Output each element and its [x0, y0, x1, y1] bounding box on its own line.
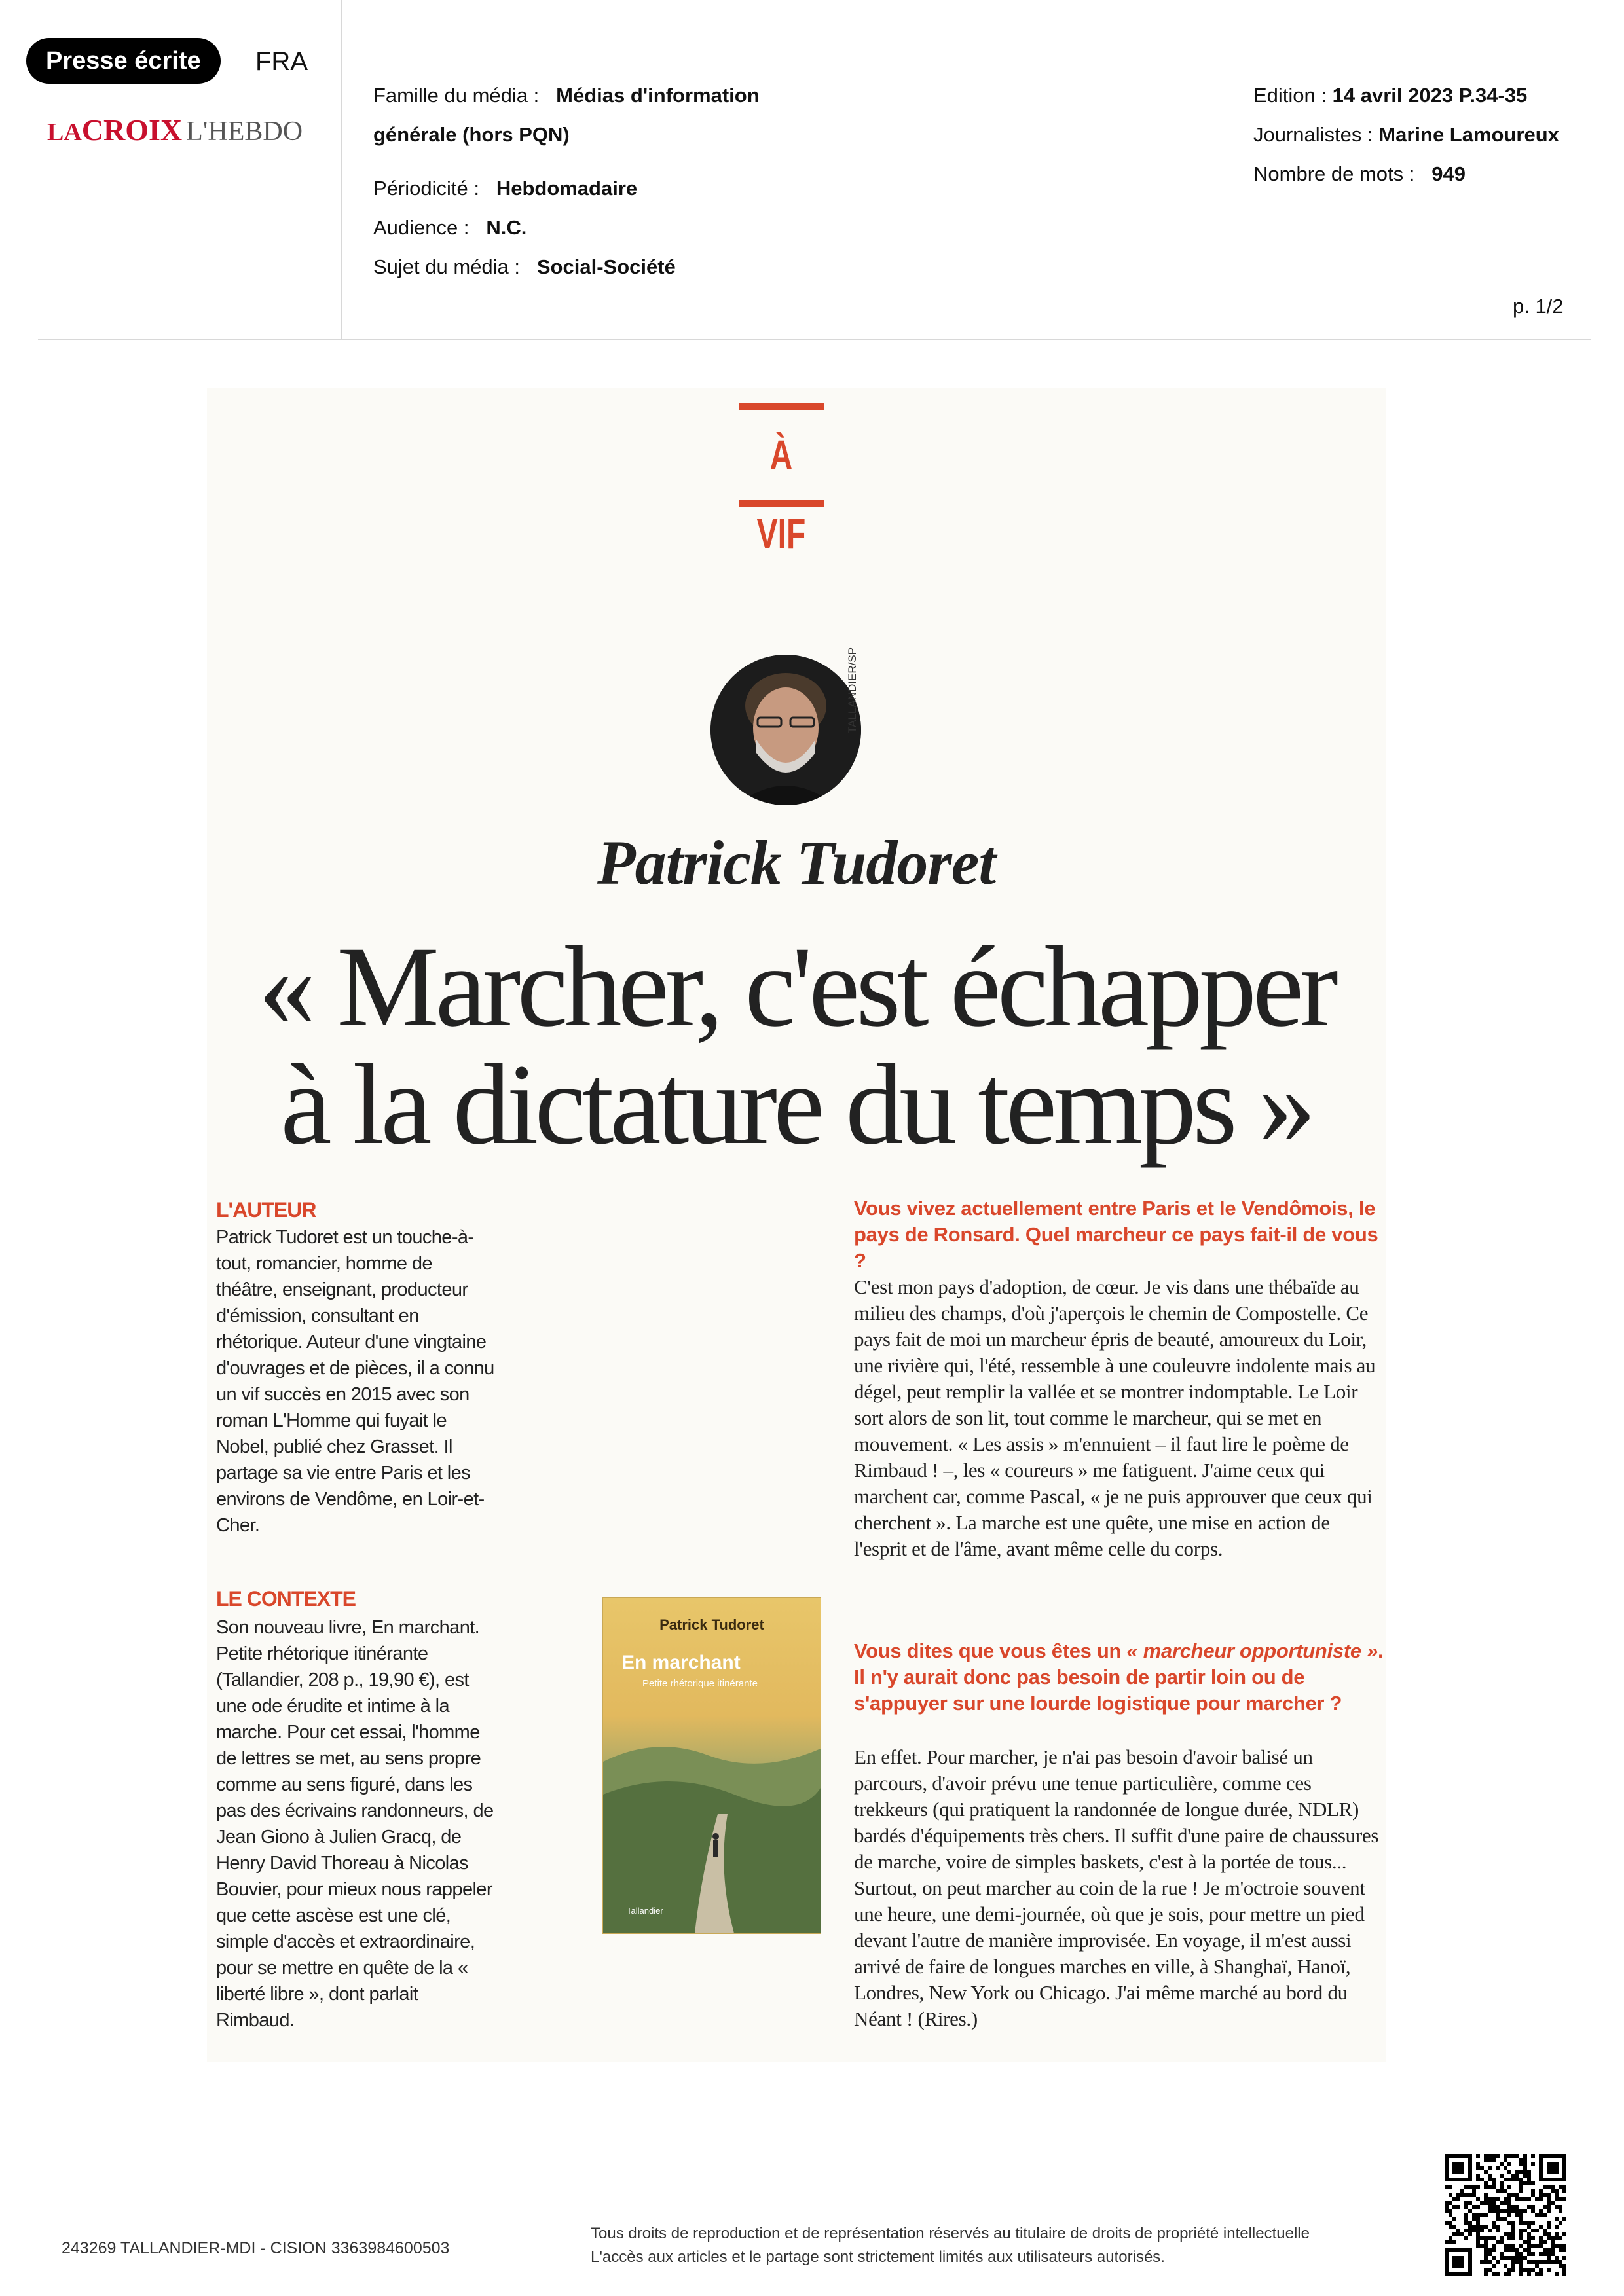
rubrique-label: [739, 403, 824, 557]
question-2-part-2: . Il n'y aurait donc pas besoin de partir loin ou de s'appuyer sur une lourde logistique pour marcher ?: [854, 1639, 1384, 1715]
meta-audience: [373, 215, 526, 241]
publication-logo: [47, 113, 303, 147]
meta-journalistes-value: Marine Lamoureux: [1378, 123, 1559, 146]
sidebar-heading-contexte: LE CONTEXTE: [216, 1587, 356, 1611]
meta-periodicite-value: Hebdomadaire: [496, 177, 638, 200]
sidebar-text-contexte: Son nouveau livre, En marchant. Petite rhétorique itinérante (Tallandier, 208 p., 19,90 €), est une ode érudite et intime à la marche. Pour cet essai, l'homme de lettres se met, au sens propre comme au sens figuré, dans les pas des écrivains randonneurs, de Jean Giono à Julien Gracq, de Henry David Thoreau à Nicolas Bouvier, pour mieux nous rappeler que cette ascèse est une clé, simple d'accès et extraordinaire, pour se mettre en quête de la « liberté libre », dont parlait Rimbaud.: [216, 1617, 494, 2031]
press-type-badge: Presse écrite: [26, 38, 221, 84]
answer-2-paragraph-2: Surtout, on peut marcher au coin de la rue ! Je m'octroie souvent une heure, une demi-journée, où que je sois, pour mettre un pied devant l'autre de manière improvisée. En voyage, il m'est aussi arrivé de faire de longues marches en ville, à Shanghaï, Hanoï, Londres, New York ou Chicago. J'ai même marché au bord du Néant ! (Rires.): [854, 1876, 1365, 2030]
photo-credit: TALLANDIER/SP: [846, 647, 858, 733]
meta-edition: [1253, 82, 1527, 109]
interviewee-name: Patrick Tudoret: [597, 828, 996, 898]
book-cover-landscape-icon: [603, 1598, 821, 1933]
meta-famille-value: Médias d'information: [556, 84, 760, 107]
meta-sujet-label: Sujet du média :: [373, 255, 521, 278]
sidebar-text-auteur: Patrick Tudoret est un touche-à-tout, romancier, homme de théâtre, enseignant, producteur d'émission, consultant en rhétorique. Auteur d'une vingtaine d'ouvrages et de pièces, il a connu un vif succès en 2015 avec son roman L'Homme qui fuyait le Nobel, publié chez Grasset. Il partage sa vie entre Paris et les environs de Vendôme, en Loir-et-Cher.: [216, 1227, 494, 1536]
qr-code-icon: [1445, 2154, 1566, 2276]
meta-journalistes: [1253, 122, 1559, 148]
document-reference: 243269 TALLANDIER-MDI - CISION 3363984600503: [62, 2239, 450, 2257]
question-2: [854, 1638, 1384, 1717]
meta-audience-value: N.C.: [486, 216, 527, 239]
language-code: FRA: [255, 47, 308, 76]
headline-line-2: à la dictature du temps »: [280, 1041, 1312, 1169]
book-title: En marchant: [621, 1652, 741, 1673]
author-photo: [710, 655, 861, 805]
logo-la: LA: [47, 118, 82, 146]
meta-mots-value: 949: [1431, 162, 1466, 185]
meta-famille-label: Famille du média :: [373, 84, 540, 107]
book-publisher: Tallandier: [627, 1906, 663, 1916]
header-horizontal-divider: [38, 339, 1591, 340]
meta-nombre-mots: [1253, 161, 1466, 187]
meta-famille: [373, 82, 760, 109]
headline-line-1: « Marcher, c'est échapper: [258, 923, 1335, 1051]
meta-sujet-value: Social-Société: [536, 255, 676, 278]
book-subtitle: Petite rhétorique itinérante: [642, 1678, 758, 1689]
author-portrait-icon: [710, 655, 861, 805]
rights-notice-line-2: L'accès aux articles et le partage sont strictement limités aux utilisateurs autorisés.: [591, 2248, 1165, 2266]
sidebar-heading-auteur: L'AUTEUR: [216, 1198, 316, 1222]
meta-mots-label: Nombre de mots :: [1253, 162, 1415, 185]
answer-2-paragraph-1: En effet. Pour marcher, je n'ai pas besoin d'avoir balisé un parcours, d'avoir prévu une tenue particulière, comme ces trekkeurs (qui pratiquent la randonnée de longue durée, NDLR) bardés d'équipements très chers. Il suffit d'une paire de chaussures de marche, voire de simples baskets, c'est à la portée de tous...: [854, 1745, 1379, 1873]
page-number: p. 1/2: [1513, 295, 1564, 318]
meta-famille-value-line2: générale (hors PQN): [373, 123, 570, 146]
header-vertical-divider: [341, 0, 342, 339]
answer-1: C'est mon pays d'adoption, de cœur. Je vis dans une thébaïde au milieu des champs, d'où j'aperçois le chemin de Compostelle. Ce pays fait de moi un marcheur épris de beauté, amoureux du Loir, une rivière qui, l'été, ressemble à une couleuvre indolente mais au dégel, peut remplir la vallée et se montrer indomptable. Le Loir sort alors de son lit, tout comme le marcheur, qui se met en mouvement. « Les assis » m'ennuient – il faut lire le poème de Rimbaud ! –, les « coureurs » me fatiguent. J'aime ceux qui marchent car, comme Pascal, « je ne puis approuver que ceux qui cherchent ». La marche est une quête, une mise en action de l'esprit et de l'âme, avant même celle du corps.: [854, 1275, 1376, 1560]
logo-croix: CROIX: [81, 113, 183, 147]
meta-sujet: [373, 254, 676, 280]
meta-periodicite: [373, 175, 637, 202]
meta-edition-value: 14 avril 2023 P.34-35: [1332, 84, 1528, 107]
rubrique-bar-bottom: [739, 500, 824, 507]
question-2-part-1: Vous dites que vous êtes un: [854, 1639, 1127, 1662]
answer-2: [854, 1744, 1384, 2032]
question-1: Vous vivez actuellement entre Paris et le Vendômois, le pays de Ronsard. Quel marcheur ce pays fait-il de vous ?: [854, 1197, 1378, 1272]
meta-journalistes-label: Journalistes :: [1253, 123, 1373, 146]
meta-periodicite-label: Périodicité :: [373, 177, 479, 200]
book-cover: [602, 1597, 821, 1934]
logo-hebdo: L'HEBDO: [186, 117, 303, 147]
rights-notice-line-1: Tous droits de reproduction et de représentation réservés au titulaire de droits de propriété intellectuelle: [591, 2225, 1310, 2242]
rubrique-bar-top: [739, 403, 824, 410]
meta-audience-label: Audience :: [373, 216, 470, 239]
meta-edition-label: Edition :: [1253, 84, 1327, 107]
rubrique-text: À VIF: [756, 431, 806, 557]
question-2-quote: « marcheur opportuniste »: [1126, 1639, 1378, 1662]
book-author: Patrick Tudoret: [659, 1616, 764, 1633]
